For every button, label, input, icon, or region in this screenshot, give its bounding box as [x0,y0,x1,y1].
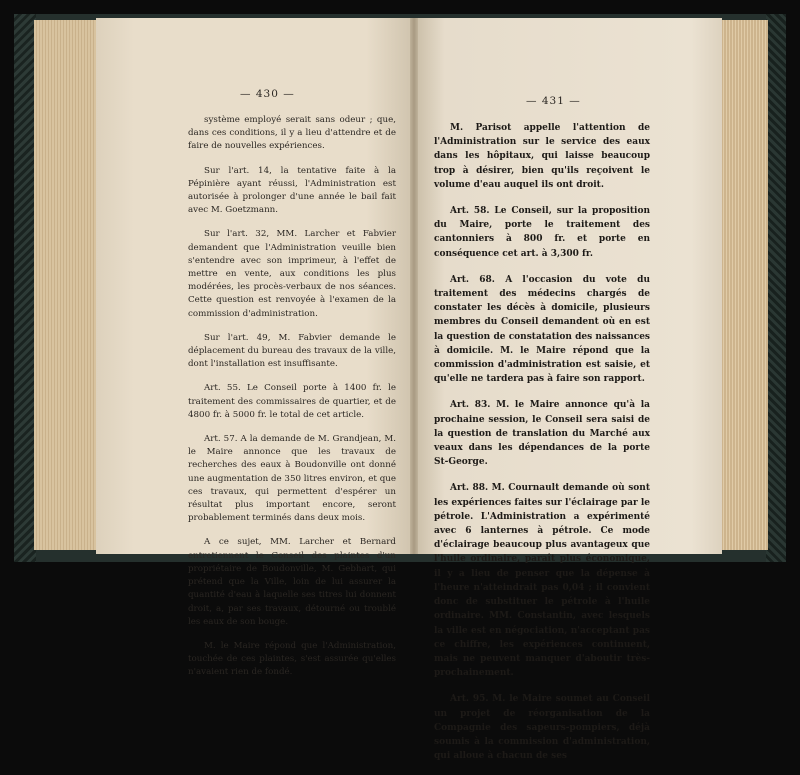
paragraph-art58: Art. 58. Le Conseil, sur la proposition du Maire, porte le traitement des cantonniers à 800 fr. et porte en conséquence cet art. à 3,300 fr. [434,206,650,259]
marbled-cover-right [766,14,786,562]
marbled-cover-left [14,14,36,562]
book-gutter [410,18,418,554]
paragraph-art55: Art. 55. Le Conseil porte à 1400 fr. le traitement des commissaires de quartier, et de 4800 fr. à 5000 fr. le total de cet article. [188,383,396,420]
page-number-right: — 431 — [526,95,581,107]
paragraph-maire: M. le Maire répond que l'Administration, touchée de ces plaintes, s'est assurée qu'elles n'avaient rien de fondé. [188,640,396,678]
right-page-text [434,121,650,775]
paragraph-art88: Art. 88. M. Cournault demande où sont les expériences faites sur l'éclairage par le pétrole. L'Administration a expérimenté avec 6 lanternes à pétrole. Ce mode d'éclairage beaucoup plus avantageux que l'huile ordinaire, paraît plus économique, il y a lieu de penser que la dépense à l'heure n'atteindrait pas 0,04 ; il convient donc de substituer le pétrole à l'huile ordinaire. MM. Constantin, avec lesquels la ville est en négociation, n'acceptant pas ce chiffre, les expériences continuent, mais ne peuvent manquer d'aboutir très-prochainement. [434,483,650,679]
left-page-text [188,114,396,691]
right-page [414,18,722,762]
left-page [96,18,414,678]
page-edges-right [718,20,768,550]
page-edges-left [34,20,104,550]
paragraph-continuation: système employé serait sans odeur ; que, dans ces conditions, il y a lieu d'attendre et de faire de nouvelles expériences. [188,115,396,152]
paragraph-art14: Sur l'art. 14, la tentative faite à la Pépinière ayant réussi, l'Administration est autorisée à prolonger d'une année le bail fait avec M. Goetzmann. [188,165,396,216]
paragraph-art83: Art. 83. M. le Maire annonce qu'à la prochaine session, le Conseil sera saisi de la question de translation du Marché aux veaux dans les dépendances de la porte St-George. [434,400,650,468]
paragraph-art32: Sur l'art. 32, MM. Larcher et Fabvier demandent que l'Administration veuille bien s'entendre avec son imprimeur, à l'effet de mettre en vente, aux conditions les plus modérées, les procès-verbaux de nos séances. Cette question est renvoyée à l'examen de la commission d'administration. [188,229,396,319]
paragraph-art49: Sur l'art. 49, M. Fabvier demande le déplacement du bureau des travaux de la ville, dont l'installation est insuffisante. [188,332,396,370]
paragraph-sujet: A ce sujet, MM. Larcher et Bernard entretiennent le Conseil des plaintes d'un propriétaire de Boudonville, M. Gebhart, qui prétend que la Ville, loin de lui assurer la quantité d'eau à laquelle ses titres lui donnent droit, a, par ses travaux, détourné ou troublé les eaux de son bouge. [188,537,396,627]
page-number-left: — 430 — [240,88,295,100]
paragraph-art68: Art. 68. A l'occasion du vote du traitement des médecins chargés de constater les décès à domicile, plusieurs membres du Conseil demandent où en est la question de constatation des naissances à domicile. M. le Maire répond que la commission d'administration est saisie, et qu'elle ne tardera pas à faire son rapport. [434,274,650,385]
paragraph-parisot: M. Parisot appelle l'attention de l'Administration sur le service des eaux dans les hôpitaux, qui laisse beaucoup trop à désirer, bien qu'ils reçoivent le volume d'eau auquel ils ont droit. [434,123,650,190]
paragraph-art95: Art. 95. M. le Maire soumet au Conseil un projet de réorganisation de la Compagnie des sapeurs-pompiers, déjà soumis à la commission d'administration, qui alloue à chacun de ses [434,694,650,762]
paragraph-art57: Art. 57. A la demande de M. Grandjean, M. le Maire annonce que les travaux de recherches des eaux à Boudonville ont donné une augmentation de 350 litres environ, et que ces travaux, qui permettent d'espérer un résultat plus important encore, seront probablement terminés dans deux mois. [188,434,396,524]
